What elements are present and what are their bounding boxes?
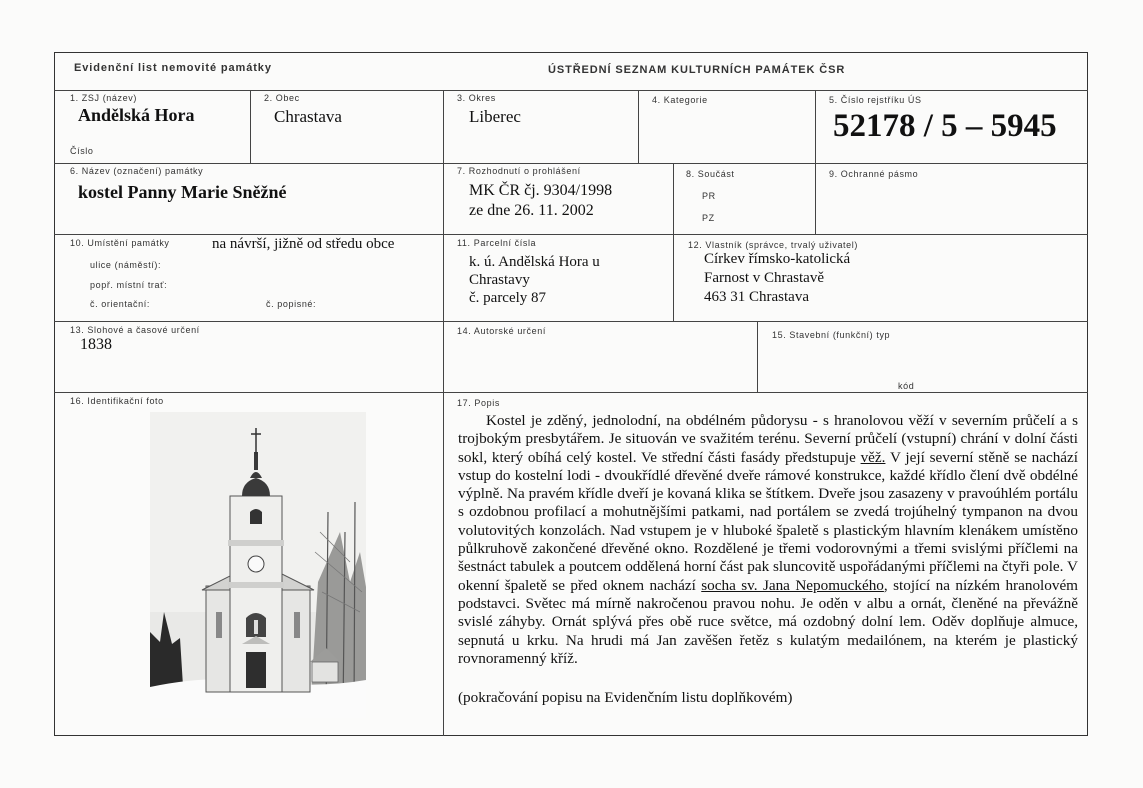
form-title: Evidenční list nemovité památky (74, 62, 272, 74)
component-label: 8. Součást (686, 169, 735, 179)
register-number-label: 5. Číslo rejstříku ÚS (829, 95, 922, 105)
decision-line-1: MK ČR čj. 9304/1998 (469, 182, 613, 199)
component-pr: PR (702, 191, 716, 201)
street-label: ulice (náměstí): (90, 260, 162, 270)
parcel-label: 11. Parcelní čísla (457, 238, 537, 248)
divider (443, 90, 444, 392)
municipality-label: 2. Obec (264, 93, 300, 103)
owner-label: 12. Vlastník (správce, trvalý uživatel) (688, 240, 858, 250)
divider (54, 392, 1088, 393)
divider (54, 321, 1088, 322)
local-tract-label: popř. místní trať: (90, 280, 168, 290)
description-text: Kostel je zděný, jednolodní, na obdélném půdorysu - s hranolovou věží v severním průčelí a s trojbokým presbytářem. Je situován ve svažitém terénu. Severní průčelí (vstupní) chrání v dolní části sokl, který obíhá celý kostel. Ve střední části fasády předstupuje věž. V její severní stěně se nachází vstup do kostelní lodi - dvoukřídlé dřevěné dveře rámové konstrukce, každé křídlo člení dvě obdélné výplně. Na pravém křídle dveří je kovaná klika se štítkem. Dveře jsou zasazeny v pravoúhlém portálu s ozdobnou profilací a mohutnějšími patkami, nad portálem se zvedá trojúhelný tympanon na dvou volutovitých konzolách. Nad vstupem je v hluboké špaletě s plastickým hlavním klenákem umístěno půlkruhově zakončené dřevěné okno. Rozdělené je třemi vodorovnými a třemi svislými příčlemi na šestnáct tabulek a poutcem oddělená horní část pak sluncovitě uspořádanými příčlemi na čtyři pole. V okenní špaletě se před oknem nachází socha sv. Jana Nepomuckého, stojící na nízkém hranolovém podstavci. Světec má mírně nakročenou pravou nohu. Je oděn v albu a ornát, členěné na převážně svislé záhyby. Ornát splývá přes obě ruce světce, má ozdobný dolní lem. Oděv doplňuje almuce, sepnutá u krku. Na hrudi má Jan zavěšen řetěz s kulatým medailónem, na kterém je plastický rovnoramenný kříž. (458, 412, 1079, 667)
divider (815, 90, 816, 234)
zsj-label: 1. ZSJ (název) (70, 93, 137, 103)
parcel-line-1: k. ú. Andělská Hora u (469, 254, 600, 270)
register-number-value: 52178 / 5 – 5945 (833, 108, 1057, 144)
description-continuation: (pokračování popisu na Evidenčním listu doplňkovém) (458, 689, 793, 706)
parcel-line-2: Chrastavy (469, 272, 530, 288)
location-label: 10. Umístění památky (70, 238, 170, 248)
decision-line-2: ze dne 26. 11. 2002 (469, 202, 594, 219)
register-title: ÚSTŘEDNÍ SEZNAM KULTURNÍCH PAMÁTEK ČSR (548, 64, 846, 76)
district-label: 3. Okres (457, 93, 496, 103)
divider (673, 163, 674, 321)
location-value: na návrší, jižně od středu obce (212, 236, 395, 252)
parcel-line-3: č. parcely 87 (469, 290, 547, 306)
house-number-label: č. popisné: (266, 299, 317, 309)
zsj-number-label: Číslo (70, 146, 94, 156)
divider (250, 90, 251, 163)
divider (54, 163, 1088, 164)
component-pz: PZ (702, 213, 715, 223)
divider (638, 90, 639, 163)
owner-line-2: Farnost v Chrastavě (704, 270, 824, 286)
municipality-value: Chrastava (274, 107, 342, 126)
owner-line-1: Církev římsko-katolická (704, 251, 851, 267)
divider (757, 321, 758, 392)
monument-name-value: kostel Panny Marie Sněžné (78, 182, 287, 202)
divider (443, 392, 444, 736)
divider (54, 90, 1088, 91)
decision-label: 7. Rozhodnutí o prohlášení (457, 166, 581, 176)
style-dating-value: 1838 (80, 336, 112, 353)
building-type-label: 15. Stavební (funkční) typ (772, 330, 891, 340)
description-label: 17. Popis (457, 398, 500, 408)
style-dating-label: 13. Slohové a časové určení (70, 325, 200, 335)
zsj-value: Andělská Hora (78, 105, 195, 125)
divider (54, 234, 1088, 235)
statue-reference: socha sv. Jana Nepomuckého (701, 576, 884, 594)
building-type-code-label: kód (898, 381, 915, 391)
orientation-number-label: č. orientační: (90, 299, 150, 309)
church-photo (150, 412, 366, 718)
category-label: 4. Kategorie (652, 95, 708, 105)
protection-zone-label: 9. Ochranné pásmo (829, 169, 919, 179)
authorship-label: 14. Autorské určení (457, 326, 546, 336)
district-value: Liberec (469, 107, 521, 126)
owner-line-3: 463 31 Chrastava (704, 289, 809, 305)
monument-name-label: 6. Název (označení) památky (70, 166, 204, 176)
tower-reference: věž. (860, 448, 886, 466)
photo-label: 16. Identifikační foto (70, 396, 164, 406)
